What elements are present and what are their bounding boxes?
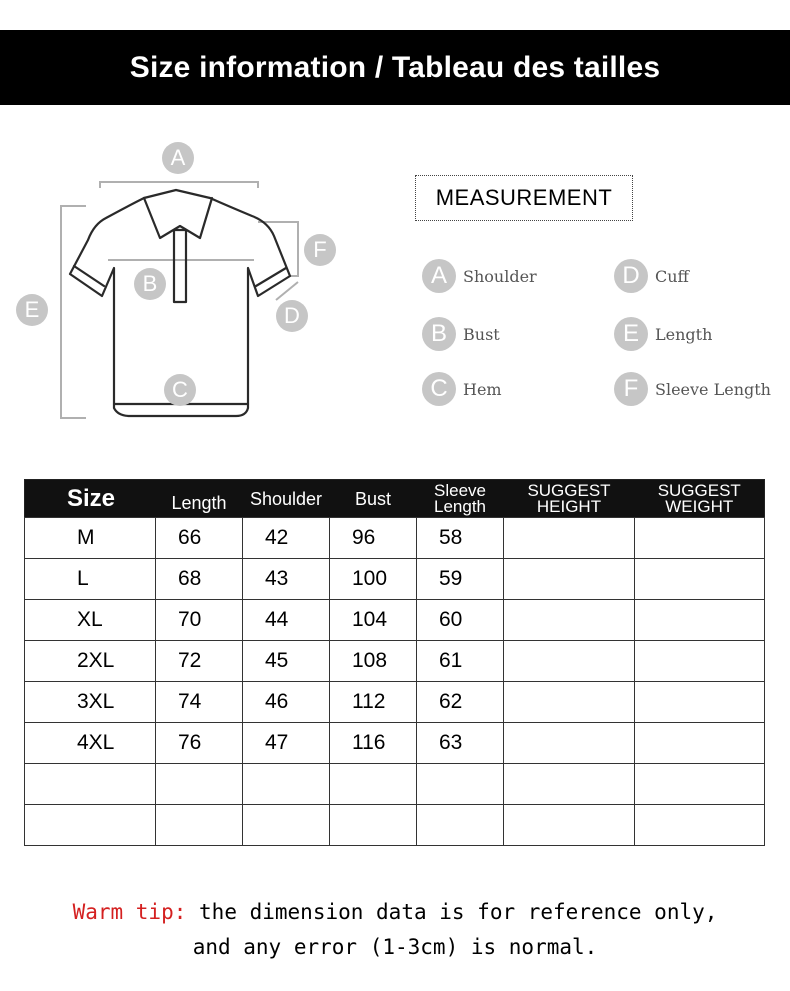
- table-header-row: [25, 480, 765, 518]
- table-row: [25, 805, 765, 846]
- cell-size: 2XL: [25, 641, 156, 682]
- cell-shoulder: 44: [243, 600, 330, 641]
- badge-a: A: [162, 142, 194, 174]
- measurement-title: MEASUREMENT: [435, 185, 613, 210]
- header-shoulder: Shoulder: [243, 480, 330, 518]
- cell-shoulder: 42: [243, 518, 330, 559]
- legend-item-shoulder: [422, 259, 537, 293]
- cell-shoulder: [243, 764, 330, 805]
- cell-length: 70: [156, 600, 243, 641]
- header-sleeve-line2: Length: [434, 497, 486, 516]
- badge-d: D: [276, 300, 308, 332]
- header-weight-line1: SUGGEST: [657, 481, 741, 500]
- badge-f: F: [304, 234, 336, 266]
- legend-item-sleeve-length: [614, 372, 771, 406]
- header-height-line1: SUGGEST: [527, 481, 611, 500]
- cell-size: 3XL: [25, 682, 156, 723]
- cell-bust: 112: [330, 682, 417, 723]
- warm-tip-line1: the dimension data is for reference only,: [199, 900, 718, 924]
- legend-badge: B: [422, 317, 456, 351]
- cell-size: [25, 764, 156, 805]
- cell-bust: 96: [330, 518, 417, 559]
- cell-length: [156, 764, 243, 805]
- cell-size: XL: [25, 600, 156, 641]
- cell-shoulder: 43: [243, 559, 330, 600]
- cell-weight: [635, 764, 765, 805]
- cell-sleeve: 59: [417, 559, 504, 600]
- legend-label: Hem: [463, 379, 502, 399]
- cell-height: [504, 764, 635, 805]
- table-row: [25, 600, 765, 641]
- legend-badge: A: [422, 259, 456, 293]
- cell-height: [504, 682, 635, 723]
- cell-length: 68: [156, 559, 243, 600]
- header-suggest-weight: [635, 480, 765, 518]
- badge-c: C: [164, 374, 196, 406]
- cell-height: [504, 805, 635, 846]
- cell-bust: [330, 805, 417, 846]
- cell-bust: 108: [330, 641, 417, 682]
- table-row: [25, 641, 765, 682]
- legend-item-bust: [422, 317, 500, 351]
- cell-sleeve: 63: [417, 723, 504, 764]
- warm-tip-label: Warm tip:: [72, 900, 187, 924]
- legend-badge: F: [614, 372, 648, 406]
- cell-bust: 100: [330, 559, 417, 600]
- header-height-line2: HEIGHT: [536, 497, 602, 516]
- cell-size: M: [25, 518, 156, 559]
- page-title: Size information / Tableau des tailles: [129, 50, 661, 84]
- cell-length: 76: [156, 723, 243, 764]
- table-row: [25, 682, 765, 723]
- cell-size: [25, 805, 156, 846]
- cell-bust: [330, 764, 417, 805]
- cell-size: 4XL: [25, 723, 156, 764]
- header-length: Length: [156, 480, 243, 518]
- cell-length: 72: [156, 641, 243, 682]
- table-row: [25, 559, 765, 600]
- cell-shoulder: 45: [243, 641, 330, 682]
- warm-tip: [0, 900, 790, 924]
- legend-badge: D: [614, 259, 648, 293]
- legend-label: Length: [655, 324, 713, 344]
- cell-height: [504, 600, 635, 641]
- cell-height: [504, 518, 635, 559]
- cell-length: [156, 805, 243, 846]
- badge-e: E: [16, 294, 48, 326]
- table-row: [25, 723, 765, 764]
- legend-label: Sleeve Length: [655, 379, 771, 399]
- cell-bust: 104: [330, 600, 417, 641]
- cell-weight: [635, 723, 765, 764]
- header-sleeve-line1: Sleeve: [434, 481, 486, 500]
- table-row: [25, 518, 765, 559]
- cell-size: L: [25, 559, 156, 600]
- measurement-heading: [415, 175, 633, 221]
- size-table: [24, 479, 765, 846]
- cell-length: 74: [156, 682, 243, 723]
- cell-weight: [635, 559, 765, 600]
- cell-sleeve: 58: [417, 518, 504, 559]
- cell-height: [504, 641, 635, 682]
- table-row: [25, 764, 765, 805]
- cell-weight: [635, 641, 765, 682]
- cell-weight: [635, 682, 765, 723]
- cell-weight: [635, 600, 765, 641]
- cell-height: [504, 723, 635, 764]
- cell-shoulder: 47: [243, 723, 330, 764]
- cell-weight: [635, 518, 765, 559]
- cell-sleeve: 62: [417, 682, 504, 723]
- header-size: Size: [25, 480, 156, 518]
- cell-shoulder: [243, 805, 330, 846]
- cell-weight: [635, 805, 765, 846]
- cell-length: 66: [156, 518, 243, 559]
- cell-height: [504, 559, 635, 600]
- warm-tip-continued: [0, 935, 790, 959]
- legend-label: Cuff: [655, 266, 689, 286]
- legend-item-hem: [422, 372, 502, 406]
- cell-bust: 116: [330, 723, 417, 764]
- title-banner: [0, 30, 790, 105]
- cell-sleeve: 60: [417, 600, 504, 641]
- legend-item-length: [614, 317, 712, 351]
- header-bust: Bust: [330, 480, 417, 518]
- legend-badge: C: [422, 372, 456, 406]
- legend-badge: E: [614, 317, 648, 351]
- legend-item-cuff: [614, 259, 689, 293]
- cell-sleeve: [417, 764, 504, 805]
- header-sleeve-length: [417, 480, 504, 518]
- header-weight-line2: WEIGHT: [665, 497, 734, 516]
- legend-label: Shoulder: [463, 266, 537, 286]
- cell-shoulder: 46: [243, 682, 330, 723]
- warm-tip-line2: and any error (1-3cm) is normal.: [192, 935, 598, 959]
- legend-label: Bust: [463, 324, 500, 344]
- shirt-diagram: [0, 130, 380, 430]
- badge-b: B: [134, 268, 166, 300]
- cell-sleeve: 61: [417, 641, 504, 682]
- cell-sleeve: [417, 805, 504, 846]
- header-suggest-height: [504, 480, 635, 518]
